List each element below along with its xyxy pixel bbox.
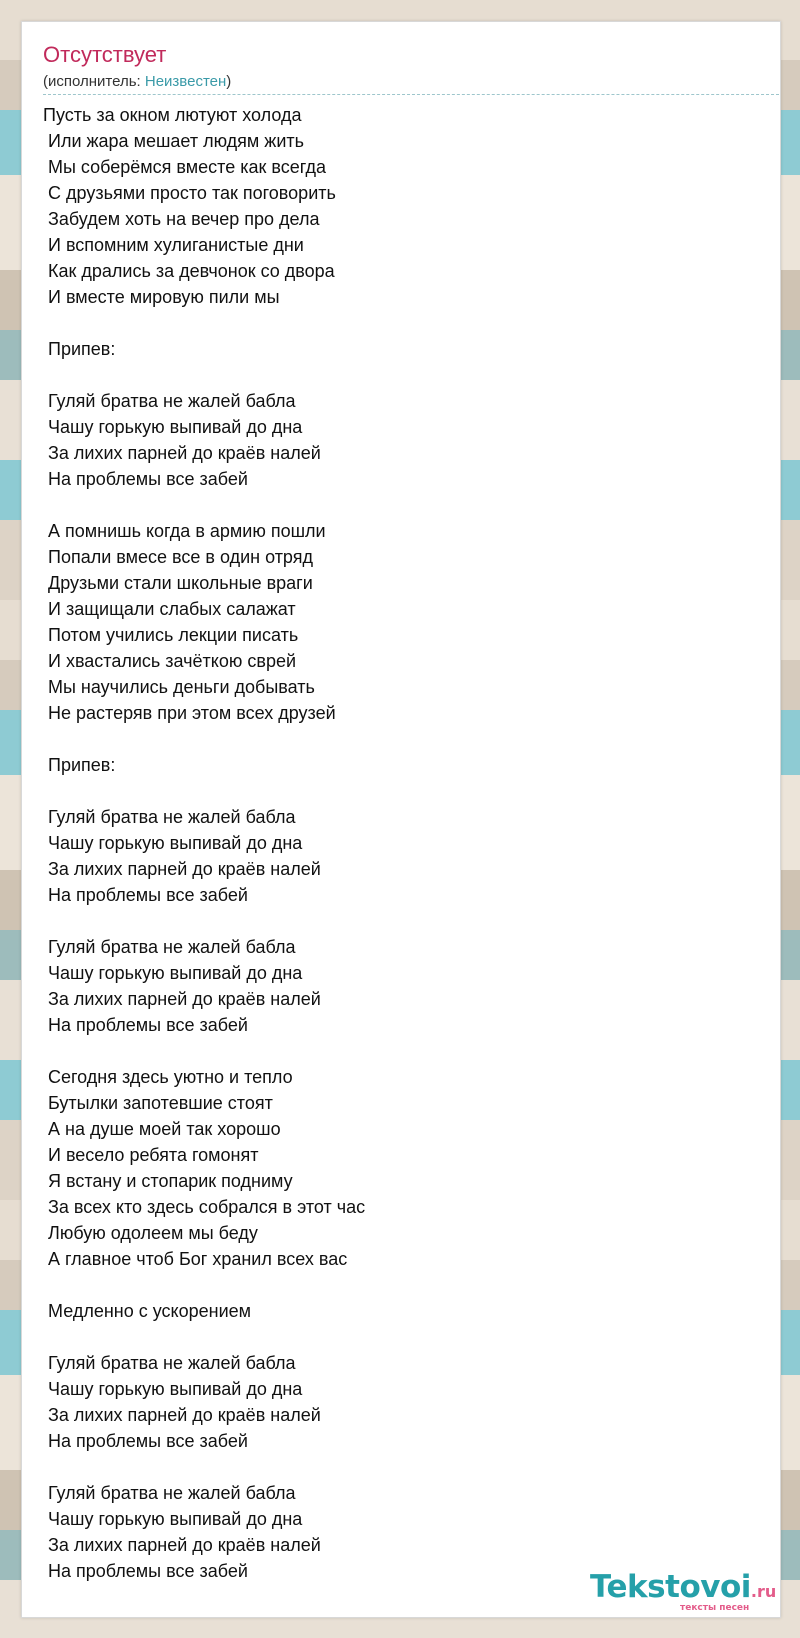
lyric-line: Медленно с ускорением	[43, 1301, 252, 1321]
artist-prefix: (исполнитель:	[43, 73, 145, 90]
lyric-line: Мы соберёмся вместе как всегда	[43, 157, 327, 177]
lyric-line: А помнишь когда в армию пошли	[43, 521, 326, 541]
lyric-line: Чашу горькую выпивай до дна	[43, 963, 303, 983]
lyric-line	[43, 492, 763, 518]
lyric-line	[43, 362, 763, 388]
lyric-line: За лихих парней до краёв налей	[43, 1405, 321, 1425]
lyric-line: Припев:	[43, 755, 116, 775]
lyric-line: Чашу горькую выпивай до дна	[43, 833, 303, 853]
lyric-line: На проблемы все забей	[43, 1561, 248, 1581]
song-title: Отсутствует	[43, 42, 167, 67]
lyric-line: Любую одолеем мы беду	[43, 1223, 258, 1243]
lyric-line: Друзьми стали школьные враги	[43, 573, 313, 593]
dashed-divider	[43, 94, 779, 95]
lyric-line	[43, 1038, 763, 1064]
logo-tagline: тексты песен	[680, 1603, 750, 1613]
lyric-line: На проблемы все забей	[43, 1015, 248, 1035]
lyric-line	[43, 1454, 763, 1480]
logo-wordmark: Tekstovoi	[590, 1569, 751, 1605]
lyric-line: И хвастались зачёткою сврей	[43, 651, 297, 671]
lyric-line: На проблемы все забей	[43, 885, 248, 905]
lyric-line: И защищали слабых салажат	[43, 599, 296, 619]
lyric-line: Мы научились деньги добывать	[43, 677, 315, 697]
lyric-line: Чашу горькую выпивай до дна	[43, 1509, 303, 1529]
lyric-line: Сегодня здесь уютно и тепло	[43, 1067, 293, 1087]
lyric-line	[43, 1272, 763, 1298]
lyric-line: Бутылки запотевшие стоят	[43, 1093, 273, 1113]
lyric-line	[43, 726, 763, 752]
artist-suffix: )	[226, 73, 232, 90]
lyric-line: Пусть за окном лютуют холода	[43, 105, 302, 125]
lyric-line: За лихих парней до краёв налей	[43, 443, 321, 463]
lyrics-text	[43, 102, 763, 1584]
lyric-line: Чашу горькую выпивай до дна	[43, 1379, 303, 1399]
lyric-line: И вспомним хулиганистые дни	[43, 235, 304, 255]
lyric-line: Как дрались за девчонок со двора	[43, 261, 335, 281]
lyrics-card	[21, 21, 781, 1618]
lyric-line: Гуляй братва не жалей бабла	[43, 807, 296, 827]
lyric-line: И весело ребята гомонят	[43, 1145, 259, 1165]
lyric-line: Гуляй братва не жалей бабла	[43, 391, 296, 411]
lyric-line: А на душе моей так хорошо	[43, 1119, 281, 1139]
lyric-line: Гуляй братва не жалей бабла	[43, 937, 296, 957]
lyric-line: На проблемы все забей	[43, 469, 248, 489]
lyric-line: За лихих парней до краёв налей	[43, 859, 321, 879]
lyric-line: За лихих парней до краёв налей	[43, 989, 321, 1009]
lyric-line: Потом учились лекции писать	[43, 625, 299, 645]
lyric-line: За всех кто здесь собрался в этот час	[43, 1197, 366, 1217]
lyric-line: С друзьями просто так поговорить	[43, 183, 336, 203]
lyric-line: Не растеряв при этом всех друзей	[43, 703, 336, 723]
lyric-line: За лихих парней до краёв налей	[43, 1535, 321, 1555]
lyric-line: Забудем хоть на вечер про дела	[43, 209, 320, 229]
lyric-line: На проблемы все забей	[43, 1431, 248, 1451]
lyric-line	[43, 778, 763, 804]
lyric-line	[43, 310, 763, 336]
lyric-line: Попали вмесе все в один отряд	[43, 547, 313, 567]
lyric-line: Гуляй братва не жалей бабла	[43, 1483, 296, 1503]
lyric-line: Я встану и стопарик подниму	[43, 1171, 293, 1191]
lyric-line: Или жара мешает людям жить	[43, 131, 305, 151]
site-logo[interactable]	[590, 1570, 790, 1618]
artist-line	[43, 73, 231, 91]
logo-domain: .ru	[750, 1582, 777, 1601]
artist-link[interactable]: Неизвестен	[144, 73, 227, 90]
lyric-line: Припев:	[43, 339, 116, 359]
lyric-line: Гуляй братва не жалей бабла	[43, 1353, 296, 1373]
lyric-line	[43, 908, 763, 934]
lyric-line: Чашу горькую выпивай до дна	[43, 417, 303, 437]
lyric-line: А главное чтоб Бог хранил всех вас	[43, 1249, 348, 1269]
lyric-line	[43, 1324, 763, 1350]
lyric-line: И вместе мировую пили мы	[43, 287, 280, 307]
